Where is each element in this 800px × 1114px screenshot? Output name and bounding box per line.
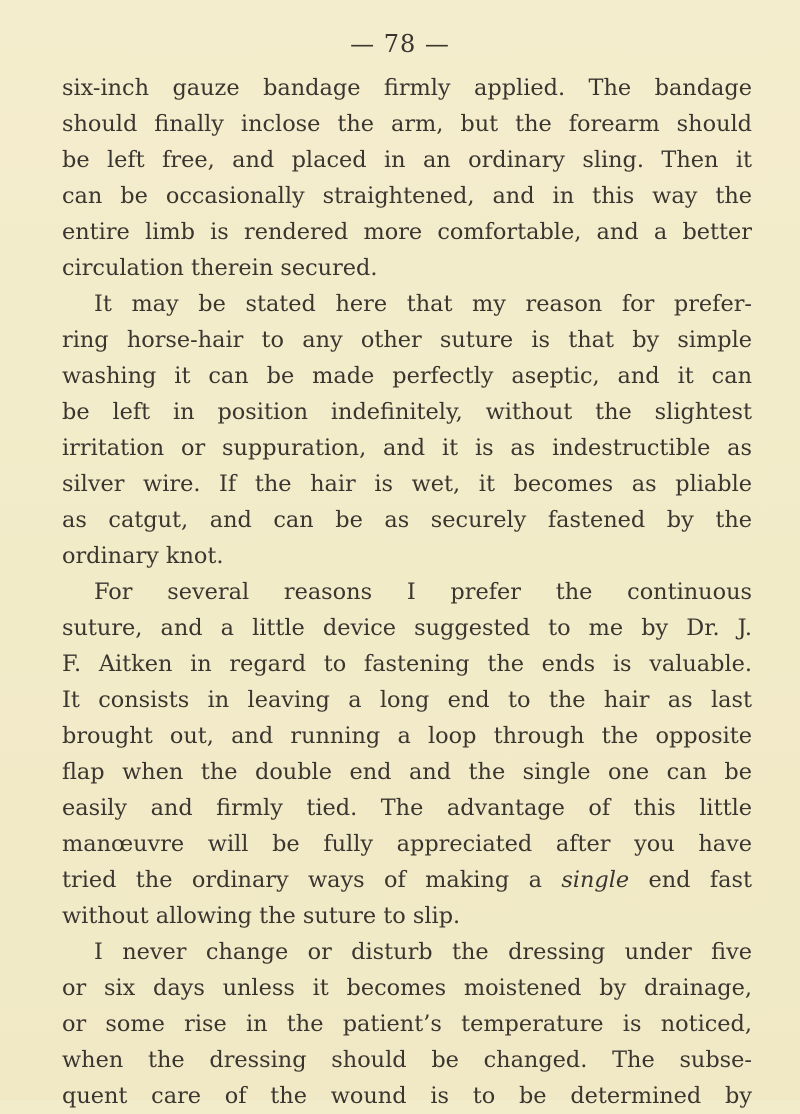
text-line: easily and firmly tied. The advantage of this little <box>62 795 752 821</box>
italic-word: single <box>561 867 630 893</box>
text-segment: tried the ordinary ways of making a <box>62 867 542 893</box>
text-line: ring horse-hair to any other suture is that by simple <box>62 327 752 353</box>
text-line: manœuvre will be fully appreciated after you have <box>62 831 752 857</box>
text-line-with-italic <box>62 862 752 898</box>
text-line: six-inch gauze bandage firmly applied. The bandage <box>62 75 752 101</box>
text-line: circulation therein secured. <box>62 255 378 281</box>
text-line: brought out, and running a loop through the opposite <box>62 723 752 749</box>
text-line: without allowing the suture to slip. <box>62 903 461 929</box>
paragraph-start-line: It may be stated here that my reason for prefer- <box>94 291 752 317</box>
text-line: be left in position indefinitely, without the slightest <box>62 399 752 425</box>
text-line: F. Aitken in regard to fastening the ends is valuable. <box>62 651 752 677</box>
paragraph-start-line: For several reasons I prefer the continuous <box>94 579 752 605</box>
text-line: suture, and a little device suggested to me by Dr. J. <box>62 615 752 641</box>
text-line: or six days unless it becomes moistened by drainage, <box>62 975 752 1001</box>
text-line: as catgut, and can be as securely fastened by the <box>62 507 752 533</box>
text-line: be left free, and placed in an ordinary sling. Then it <box>62 147 752 173</box>
text-line: irritation or suppuration, and it is as indestructible as <box>62 435 752 461</box>
text-line: flap when the double end and the single one can be <box>62 759 752 785</box>
text-line: can be occasionally straightened, and in this way the <box>62 183 752 209</box>
text-line: silver wire. If the hair is wet, it becomes as pliable <box>62 471 752 497</box>
text-line: quent care of the wound is to be determined by <box>62 1083 752 1109</box>
text-line: when the dressing should be changed. The subse- <box>62 1047 752 1073</box>
text-segment: end fast <box>648 867 753 893</box>
text-line: entire limb is rendered more comfortable, and a better <box>62 219 752 245</box>
text-line: It consists in leaving a long end to the hair as last <box>62 687 752 713</box>
paragraph-start-line: I never change or disturb the dressing under five <box>94 939 752 965</box>
body-text <box>62 70 752 1114</box>
text-line: ordinary knot. <box>62 543 224 569</box>
text-line: washing it can be made perfectly aseptic, and it can <box>62 363 752 389</box>
page-number: — 78 — <box>350 30 450 58</box>
text-line: or some rise in the patient’s temperature is noticed, <box>62 1011 752 1037</box>
text-line: should finally inclose the arm, but the forearm should <box>62 111 752 137</box>
